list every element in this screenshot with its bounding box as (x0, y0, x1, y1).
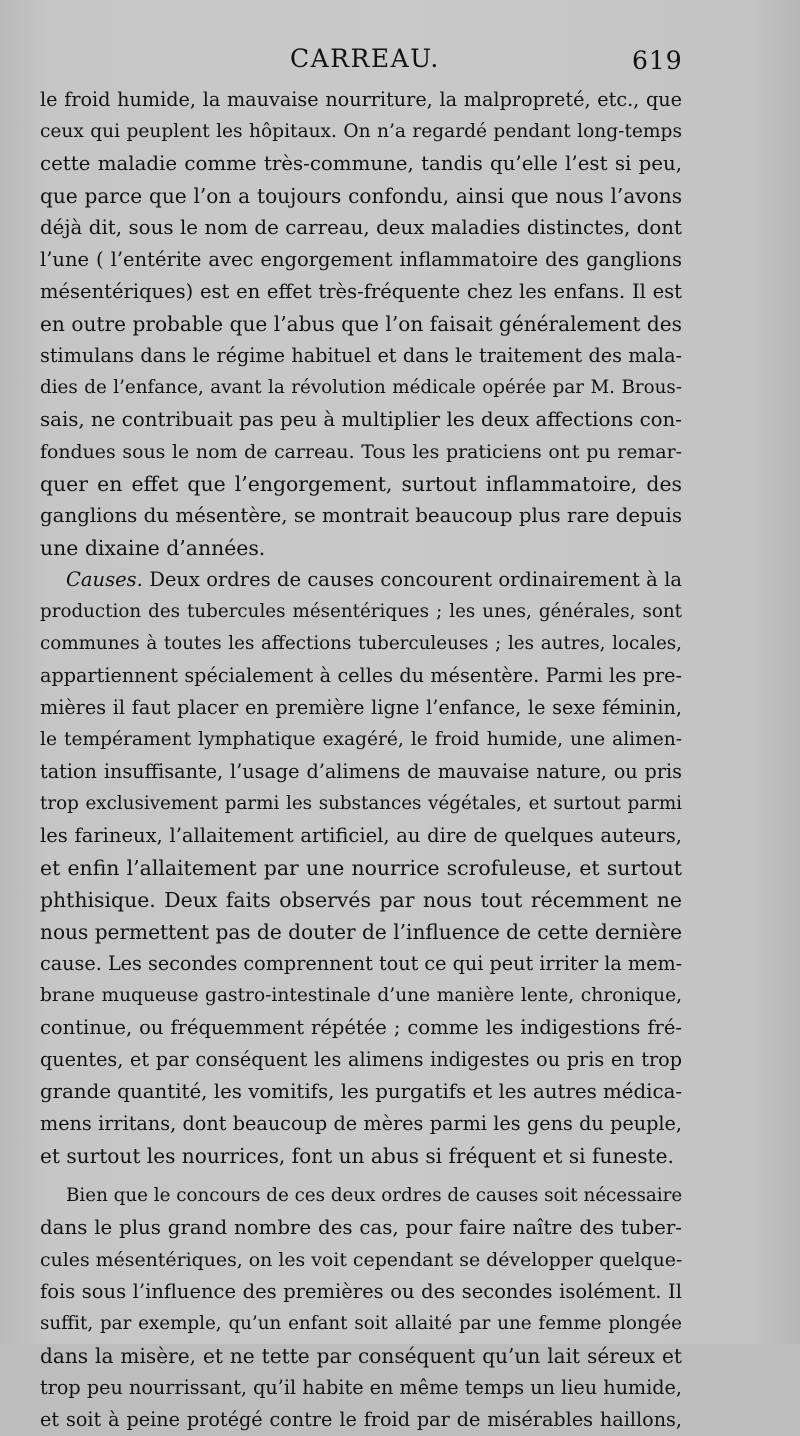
text-line: cules mésentériques, on les voit cependant se développer quelque- (40, 1249, 683, 1271)
text-line: les farineux, l’allaitement artificiel, au dire de quelques auteurs, (40, 824, 682, 847)
text-line: mésentériques) est en effet très-fréquente chez les enfans. Il est (40, 280, 682, 303)
text-line: ganglions du mésentère, se montrait beaucoup plus rare depuis (40, 504, 682, 527)
section-heading-causes: Causes. (66, 568, 143, 591)
paragraph-1 (40, 84, 682, 564)
body-text (40, 84, 682, 1436)
text-line: et soit à peine protégé contre le froid par de misérables haillons, (40, 1408, 682, 1431)
text-line: dies de l’enfance, avant la révolution médicale opérée par M. Brous- (40, 377, 682, 398)
text-line: communes à toutes les affections tuberculeuses ; les autres, locales, (40, 633, 682, 654)
text-line: déjà dit, sous le nom de carreau, deux maladies distinctes, dont (40, 216, 682, 239)
paragraph-3 (40, 1180, 682, 1436)
text-line: suffit, par exemple, qu’un enfant soit allaité par une femme plongée (40, 1313, 682, 1334)
paragraph-causes (40, 564, 682, 1172)
text-line: trop exclusivement parmi les substances végétales, et surtout parmi (40, 793, 682, 814)
text-line: le tempérament lymphatique exagéré, le froid humide, une alimen- (40, 729, 682, 750)
text-line: cause. Les secondes comprennent tout ce qui peut irriter la mem- (40, 952, 683, 975)
text-line: dans le plus grand nombre des cas, pour faire naître des tuber- (40, 1216, 682, 1239)
text-line: et enfin l’allaitement par une nourrice scrofuleuse, et surtout (40, 856, 682, 880)
text-line: et surtout les nourrices, font un abus si fréquent et si funeste. (40, 1144, 674, 1168)
text-line: tation insuffisante, l’usage d’alimens de mauvaise nature, ou pris (40, 760, 682, 783)
text-line: dans la misère, et ne tette par conséquent qu’un lait séreux et (40, 1344, 682, 1368)
text-line: le froid humide, la mauvaise nourriture, la malpropreté, etc., que (40, 88, 682, 111)
text-line: Bien que le concours de ces deux ordres de causes soit nécessaire (66, 1185, 683, 1206)
text-line: cette maladie comme très-commune, tandis qu’elle l’est si peu, (40, 152, 682, 175)
text-line: quentes, et par conséquent les alimens indigestes ou pris en trop (40, 1048, 682, 1071)
text-fragment: Deux ordres de causes concourent ordinairement à la (142, 568, 682, 591)
text-line: trop peu nourrissant, qu’il habite en même temps un lieu humide, (40, 1376, 682, 1399)
page-number: 619 (632, 46, 683, 75)
text-line: que parce que l’on a toujours confondu, ainsi que nous l’avons (40, 184, 682, 208)
text-line: mières il faut placer en première ligne l’enfance, le sexe féminin, (40, 696, 682, 719)
text-line: en outre probable que l’abus que l’on faisait généralement des (40, 312, 682, 336)
text-line: l’une ( l’entérite avec engorgement inflammatoire des ganglions (40, 248, 682, 271)
text-line: appartiennent spécialement à celles du mésentère. Parmi les pre- (40, 664, 682, 687)
running-head: CARREAU. (290, 44, 440, 73)
text-line: grande quantité, les vomitifs, les purgatifs et les autres médica- (40, 1080, 683, 1103)
text-line: brane muqueuse gastro-intestinale d’une manière lente, chronique, (40, 985, 682, 1006)
text-line (40, 564, 682, 596)
text-line: sais, ne contribuait pas peu à multiplier les deux affections con- (40, 408, 682, 431)
text-line: fois sous l’influence des premières ou des secondes isolément. Il (40, 1280, 682, 1303)
text-line: fondues sous le nom de carreau. Tous les praticiens ont pu remar- (40, 441, 682, 463)
text-line: nous permettent pas de douter de l’influence de cette dernière (40, 920, 682, 944)
text-line: stimulans dans le régime habituel et dans le traitement des mala- (40, 344, 682, 367)
text-line: continue, ou fréquemment répétée ; comme les indigestions fré- (40, 1016, 682, 1039)
text-line: mens irritans, dont beaucoup de mères parmi les gens du peuple, (40, 1112, 682, 1135)
page-header (0, 44, 800, 80)
text-line: une dixaine d’années. (40, 536, 266, 560)
text-line: production des tubercules mésentériques ; les unes, générales, sont (40, 601, 682, 622)
text-line: phthisique. Deux faits observés par nous tout récemment ne (40, 888, 682, 912)
text-line: ceux qui peuplent les hôpitaux. On n’a regardé pendant long-temps (40, 121, 682, 142)
text-line: quer en effet que l’engorgement, surtout inflammatoire, des (40, 472, 682, 496)
